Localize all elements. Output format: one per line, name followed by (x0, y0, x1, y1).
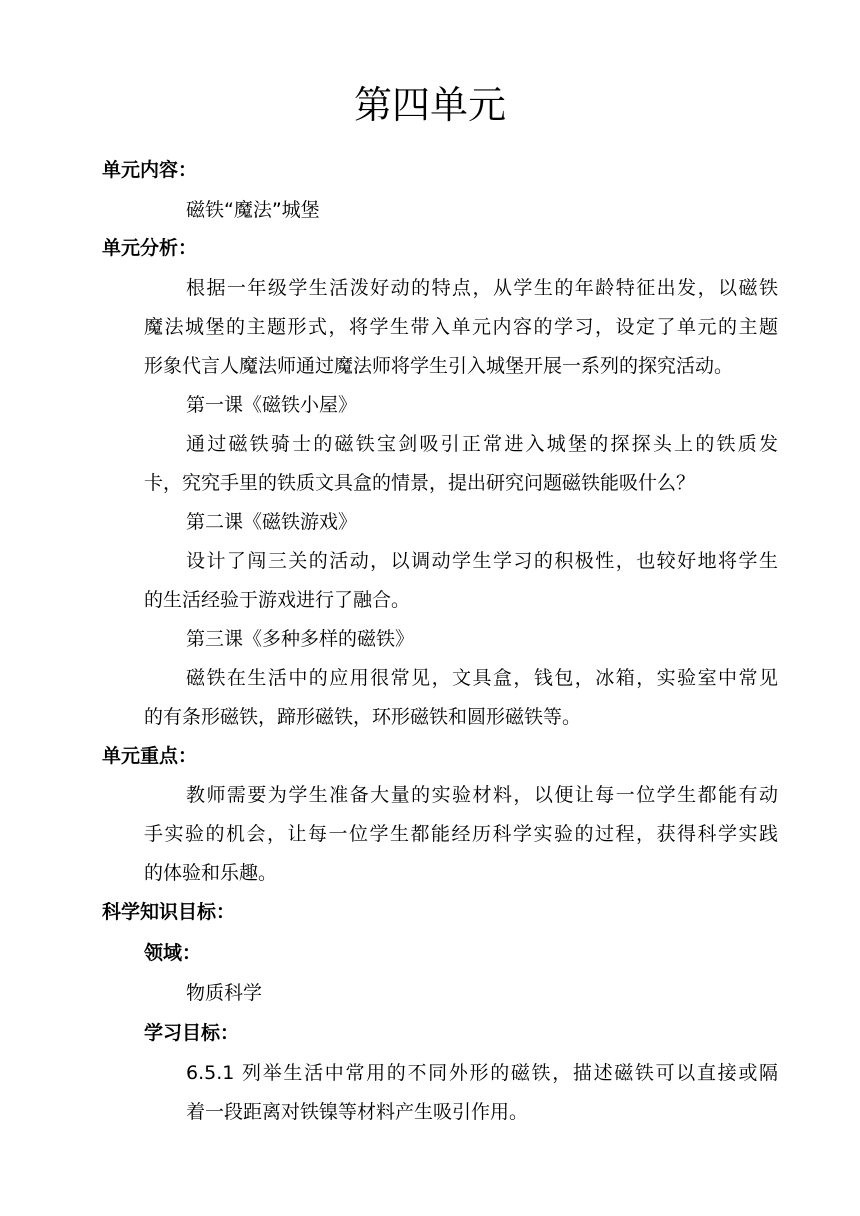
lesson1-title: 第一课《磁铁小屋》 (186, 394, 358, 416)
key-line: 手实验的机会，让每一位学生都能经历科学实验的过程，获得科学实践 (144, 823, 778, 845)
knowledge-heading: 科学知识目标： (102, 901, 236, 923)
goal-line: 着一段距离对铁镍等材料产生吸引作用。 (186, 1101, 529, 1123)
analysis-heading: 单元分析： (102, 237, 198, 259)
lesson2-line: 设计了闯三关的活动，以调动学生学习的积极性，也较好地将学生 (186, 550, 778, 572)
lesson3-line: 磁铁在生活中的应用很常见，文具盒，钱包，冰箱，实验室中常见 (186, 667, 778, 689)
key-line: 教师需要为学生准备大量的实验材料，以便让每一位学生都能有动 (186, 784, 778, 806)
key-heading: 单元重点： (102, 745, 198, 767)
analysis-line: 形象代言人魔法师通过魔法师将学生引入城堡开展一系列的探究活动。 (144, 355, 734, 377)
analysis-line: 根据一年级学生活泼好动的特点，从学生的年龄特征出发，以磁铁 (186, 277, 778, 299)
domain-heading: 领域： (144, 942, 202, 964)
page-title: 第四单元 (353, 83, 506, 127)
analysis-line: 魔法城堡的主题形式，将学生带入单元内容的学习，设定了单元的主题 (144, 316, 778, 338)
lesson1-line: 卡，究究手里的铁质文具盒的情景，提出研究问题磁铁能吸什么？ (144, 472, 696, 494)
lesson3-line: 的有条形磁铁，蹄形磁铁，环形磁铁和圆形磁铁等。 (144, 706, 582, 728)
lesson3-title: 第三课《多种多样的磁铁》 (186, 628, 415, 650)
content-heading: 单元内容： (102, 159, 198, 181)
goal-heading: 学习目标： (144, 1022, 240, 1044)
content-text: 磁铁“魔法”城堡 (186, 199, 320, 221)
lesson2-title: 第二课《磁铁游戏》 (186, 511, 358, 533)
key-line: 的体验和乐趣。 (144, 862, 278, 884)
lesson2-line: 的生活经验于游戏进行了融合。 (144, 589, 411, 611)
lesson1-line: 通过磁铁骑士的磁铁宝剑吸引正常进入城堡的探探头上的铁质发 (186, 433, 778, 455)
domain-text: 物质科学 (186, 982, 263, 1004)
goal-line: 6.5.1 列举生活中常用的不同外形的磁铁，描述磁铁可以直接或隔 (186, 1062, 778, 1084)
